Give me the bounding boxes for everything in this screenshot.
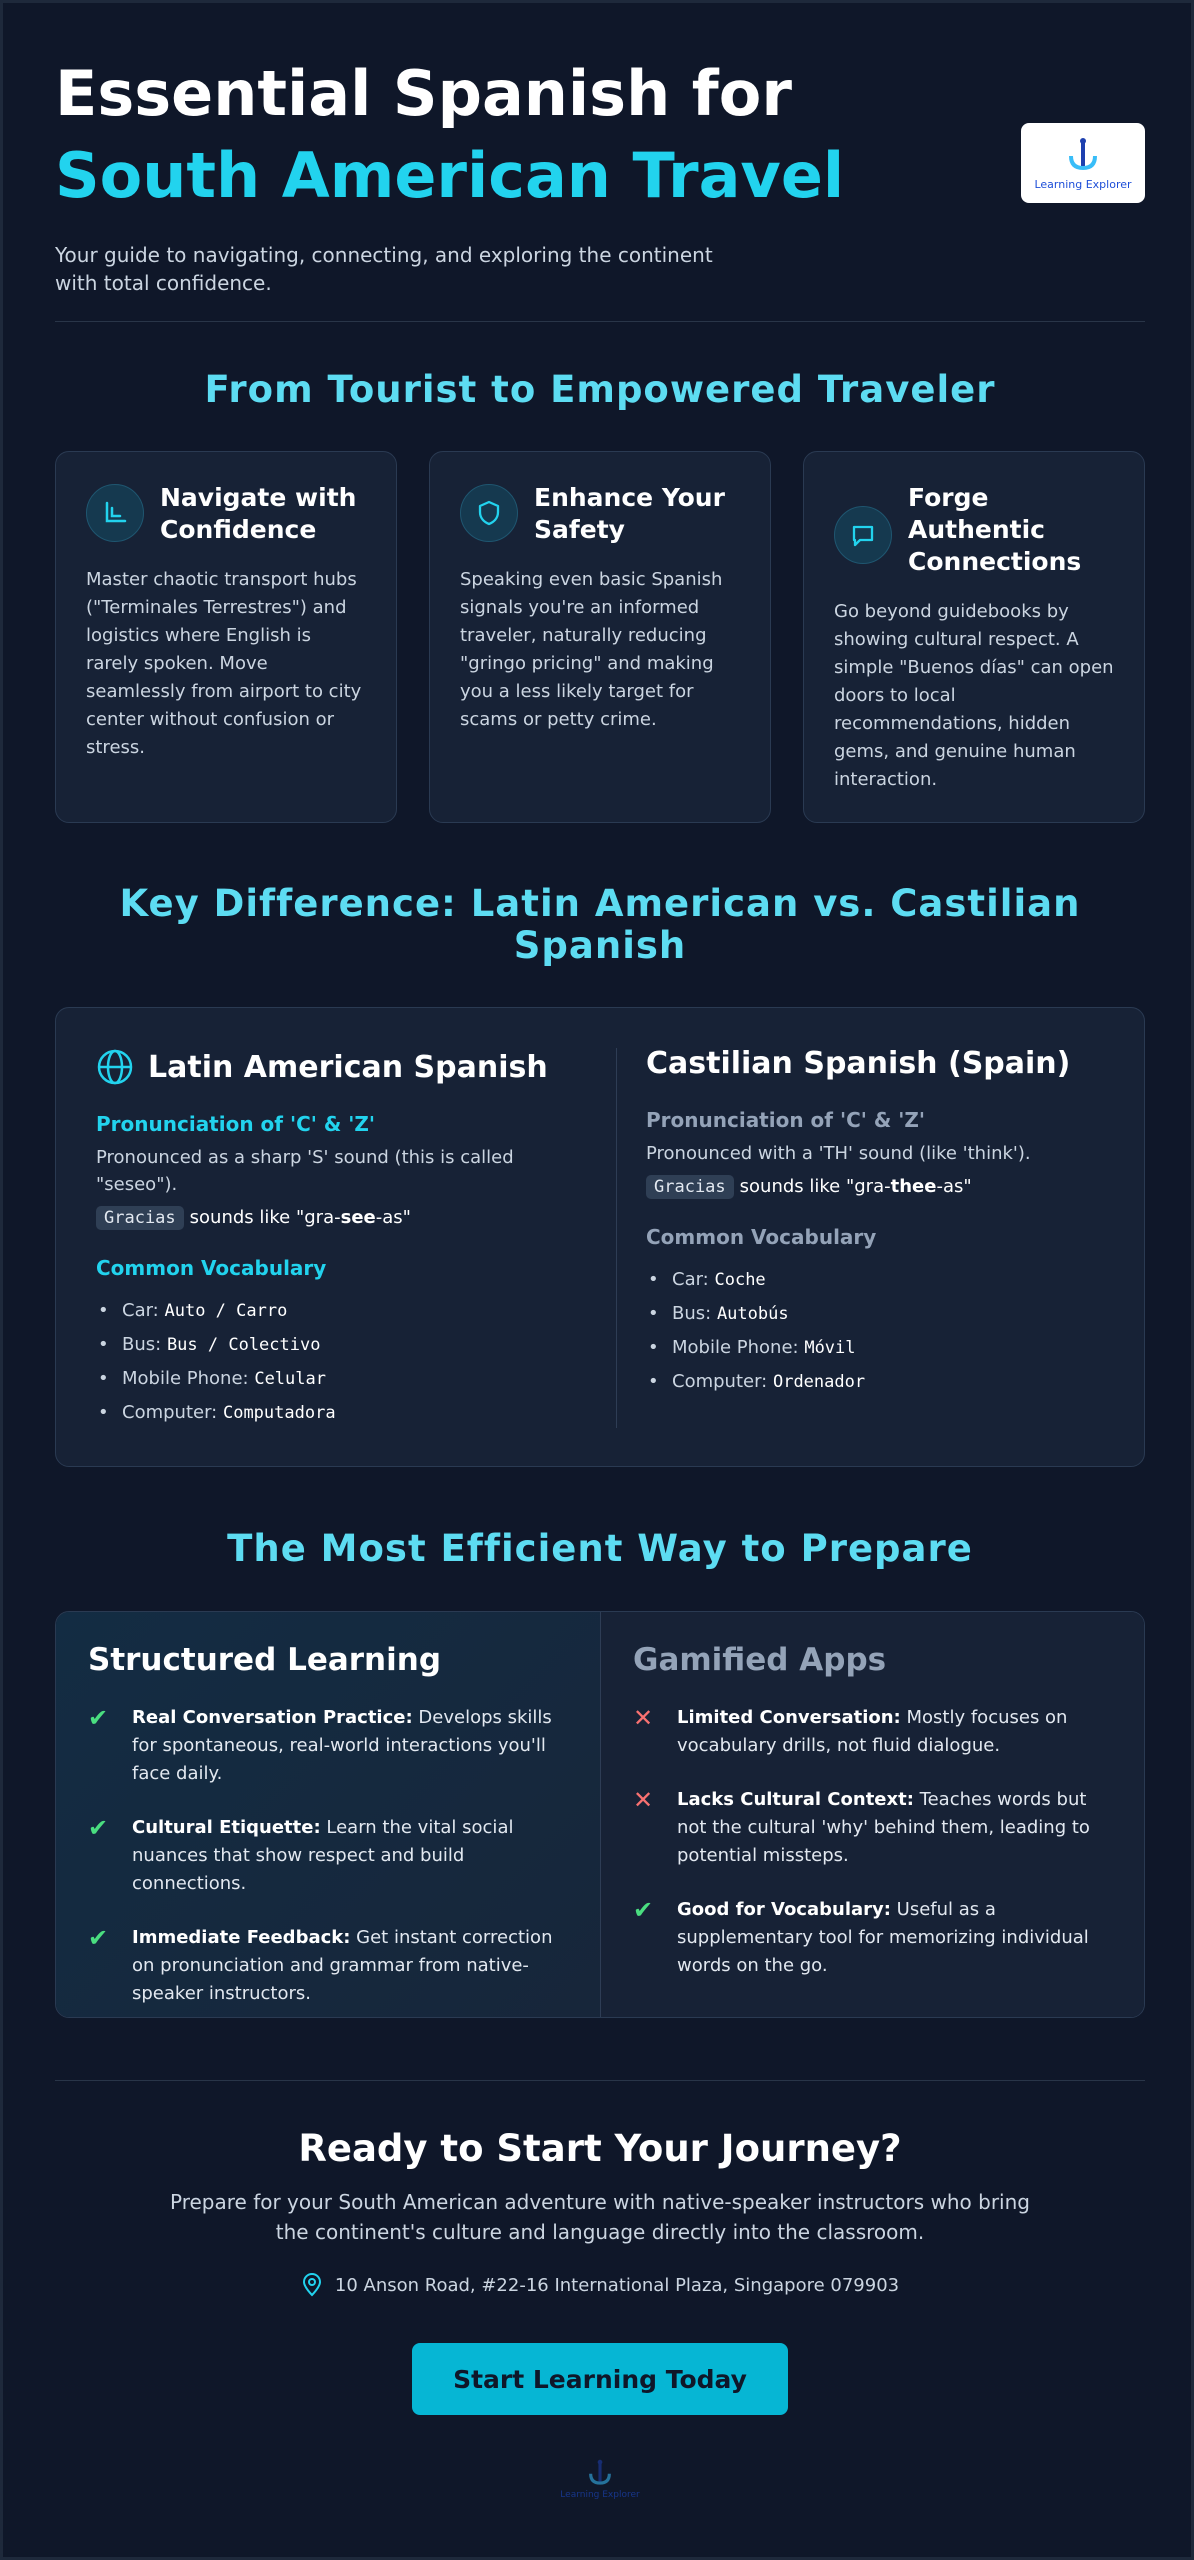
list-item: • Bus: Autobús — [646, 1297, 1106, 1331]
list-item: • Car: Coche — [646, 1263, 1106, 1297]
divider — [55, 2080, 1145, 2081]
page-frame — [3, 3, 1191, 2557]
prepare-title: The Most Efficient Way to Prepare — [227, 1527, 973, 1570]
castilian-example — [646, 1175, 1106, 1199]
page-subtitle: Your guide to navigating, connecting, and exploring the continent with total confidence. — [55, 243, 713, 295]
sounds-like-text: -as" — [375, 1207, 411, 1228]
example-word-chip: Gracias — [646, 1175, 734, 1199]
list-item: ✕ Limited Conversation: Mostly focuses on vocabulary drills, not fluid dialogue. — [633, 1704, 1114, 1760]
comparison-panel — [55, 1007, 1145, 1467]
map-pin-icon — [301, 2273, 323, 2297]
list-item: • Car: Auto / Carro — [96, 1294, 586, 1328]
castilian-vocab-list — [646, 1263, 1106, 1399]
list-item: • Mobile Phone: Celular — [96, 1362, 586, 1396]
route-icon — [86, 484, 144, 542]
structured-title: Structured Learning — [88, 1642, 442, 1678]
sounds-like-emphasis: thee — [890, 1176, 937, 1197]
footer-logo — [550, 2458, 650, 2508]
start-learning-button[interactable]: Start Learning Today — [412, 2343, 788, 2415]
cta-body: Prepare for your South American adventure with native-speaker instructors who bring the continent's culture and language directly into the classroom. — [170, 2190, 1030, 2244]
latin-pron-heading: Pronunciation of 'C' & 'Z' — [96, 1112, 375, 1136]
apps-title: Gamified Apps — [633, 1642, 887, 1678]
sounds-like-text: sounds like "gra- — [189, 1207, 341, 1228]
benefit-card-body: Go beyond guidebooks by showing cultural respect. A simple "Buenos días" can open doors to local recommendations, hidden gems, and genuine human interaction. — [834, 601, 1114, 790]
anchor-logo-icon — [586, 2458, 614, 2488]
benefit-card-connections — [803, 451, 1145, 823]
castilian-vocab-heading: Common Vocabulary — [646, 1225, 877, 1249]
sounds-like-emphasis: see — [340, 1207, 376, 1228]
list-item: ✔ Cultural Etiquette: Learn the vital social nuances that show respect and build connections. — [88, 1814, 568, 1898]
list-item: • Computer: Ordenador — [646, 1365, 1106, 1399]
benefit-card-body: Master chaotic transport hubs ("Terminales Terrestres") and logistics where English is rarely spoken. Move seamlessly from airport to city center without confusion or stress. — [86, 569, 362, 758]
list-item: ✔ Real Conversation Practice: Develops skills for spontaneous, real-world interactions you'll face daily. — [88, 1704, 568, 1788]
list-item: ✕ Lacks Cultural Context: Teaches words but not the cultural 'why' behind them, leading to potential missteps. — [633, 1786, 1114, 1870]
address-text: 10 Anson Road, #22-16 International Plaza, Singapore 079903 — [334, 2274, 900, 2296]
benefits-title: From Tourist to Empowered Traveler — [204, 368, 996, 411]
check-icon: ✔ — [633, 1896, 654, 1924]
list-item: • Mobile Phone: Móvil — [646, 1331, 1106, 1365]
header — [55, 53, 1145, 323]
latin-title: Latin American Spanish — [148, 1049, 548, 1085]
check-icon: ✔ — [88, 1704, 109, 1732]
latin-vocab-heading: Common Vocabulary — [96, 1256, 327, 1280]
divider — [55, 321, 1145, 322]
gamified-apps-column — [601, 1612, 1145, 2017]
anchor-logo-icon — [1065, 136, 1101, 174]
benefit-cards — [55, 451, 1145, 823]
benefit-card-navigate — [55, 451, 397, 823]
castilian-pron-heading: Pronunciation of 'C' & 'Z' — [646, 1108, 925, 1132]
example-word-chip: Gracias — [96, 1206, 184, 1230]
list-item: ✔ Good for Vocabulary: Useful as a supplementary tool for memorizing individual words on the go. — [633, 1896, 1114, 1980]
globe-icon — [96, 1048, 134, 1086]
latin-vocab-list — [96, 1294, 586, 1430]
sounds-like-text: -as" — [936, 1176, 972, 1197]
address — [55, 2273, 1145, 2297]
shield-icon — [460, 484, 518, 542]
latin-pron-text: Pronounced as a sharp 'S' sound (this is called "seseo"). — [96, 1147, 514, 1195]
brand-logo — [1021, 123, 1145, 203]
benefit-card-safety — [429, 451, 771, 823]
sounds-like-text: sounds like "gra- — [739, 1176, 891, 1197]
check-icon: ✔ — [88, 1924, 109, 1952]
page-title-line1: Essential Spanish for — [55, 57, 792, 130]
benefit-card-title: Enhance Your Safety — [534, 483, 725, 544]
page-title-line2: South American Travel — [55, 139, 845, 212]
castilian-column — [646, 1044, 1106, 1399]
column-divider — [616, 1048, 617, 1428]
cta-title: Ready to Start Your Journey? — [298, 2127, 902, 2170]
latin-column — [96, 1048, 586, 1430]
castilian-title: Castilian Spanish (Spain) — [646, 1045, 1071, 1081]
benefit-card-body: Speaking even basic Spanish signals you're an informed traveler, naturally reducing "gringo pricing" and making you a less likely target for scams or petty crime. — [460, 569, 723, 730]
logo-wordmark: Learning Explorer — [1034, 177, 1132, 191]
benefit-card-title: Forge Authentic Connections — [908, 483, 1082, 576]
comparison-title: Key Difference: Latin American vs. Castilian Spanish — [119, 882, 1081, 967]
cross-icon: ✕ — [633, 1704, 654, 1732]
chat-icon — [834, 506, 892, 564]
latin-example — [96, 1206, 586, 1230]
logo-wordmark: Learning Explorer — [560, 2490, 640, 2500]
castilian-pron-text: Pronounced with a 'TH' sound (like 'think'). — [646, 1143, 1031, 1164]
structured-learning-column — [56, 1612, 601, 2017]
benefit-card-title: Navigate with Confidence — [160, 483, 357, 544]
cross-icon: ✕ — [633, 1786, 654, 1814]
list-item: ✔ Immediate Feedback: Get instant correction on pronunciation and grammar from native-speaker instructors. — [88, 1924, 568, 2008]
list-item: • Bus: Bus / Colectivo — [96, 1328, 586, 1362]
list-item: • Computer: Computadora — [96, 1396, 586, 1430]
check-icon: ✔ — [88, 1814, 109, 1842]
prepare-panel — [55, 1611, 1145, 2018]
